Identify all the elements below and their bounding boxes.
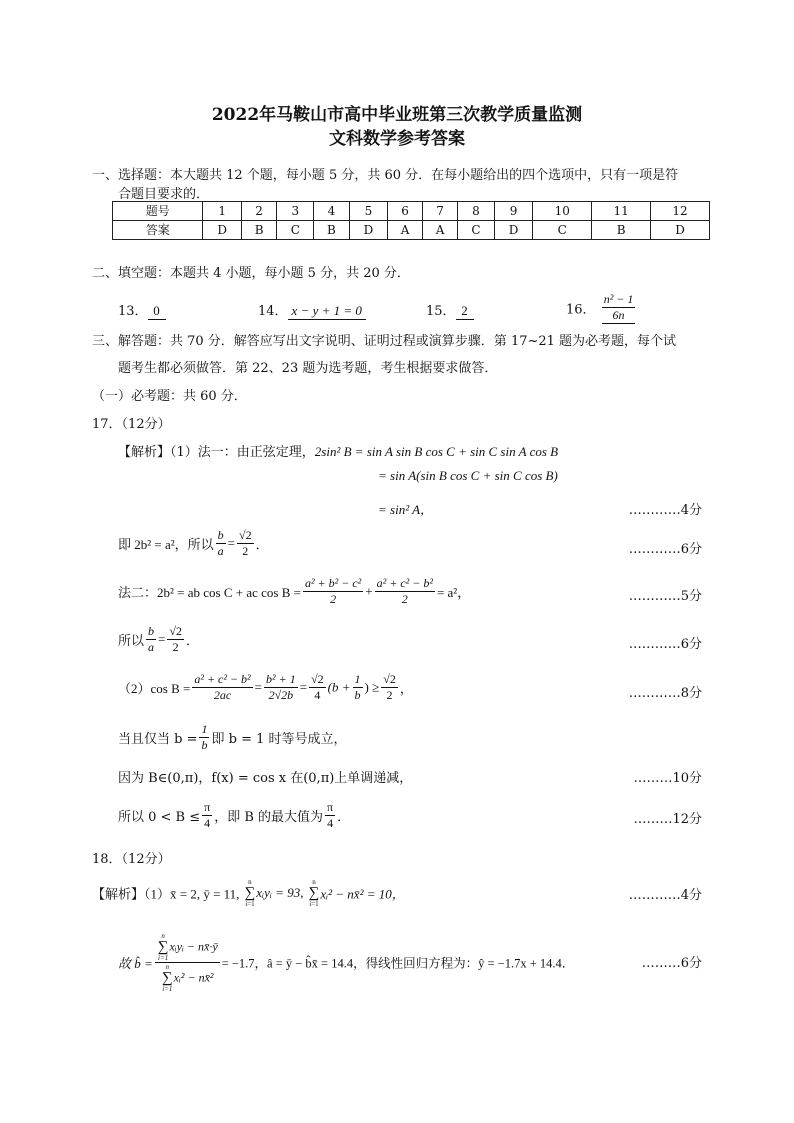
- q17-l10-mid: ，即 B 的最大值为: [214, 810, 324, 825]
- q17-l7-eq1: =: [254, 679, 263, 695]
- section2-heading: 二、填空题：本题共 4 小题，每小题 5 分，共 20 分．: [92, 266, 410, 281]
- q17-l5-f2-den: 2: [401, 592, 408, 606]
- q17-l7-f5-den: 2: [386, 688, 393, 702]
- q17-l7-eq2: =: [299, 679, 308, 695]
- q17-jiexi: 【解析】（1）法一：由正弦定理，: [118, 445, 315, 460]
- sum-top: n: [312, 878, 316, 886]
- q18-l2-pre: 故 b̂ =: [118, 956, 153, 971]
- q17-l10-frac2: [325, 800, 335, 831]
- q17-l8-frac: [199, 722, 209, 753]
- q17-l6-rhs-den: 2: [172, 640, 179, 654]
- q17-l7-f2-num: b² + 1: [266, 672, 296, 686]
- q17-l5-plus: +: [365, 583, 373, 599]
- q17-l6-rhs-num: √2: [169, 624, 182, 638]
- q17-l10-den: 4: [204, 816, 211, 830]
- table-cell: B: [241, 221, 277, 240]
- q17-score-5: …………5分: [628, 589, 702, 604]
- q17-line4: [118, 528, 269, 559]
- q14-answer: x − y + 1 = 0: [288, 303, 366, 320]
- q18-l2-den-wrap: [155, 963, 220, 993]
- sum-symbol: n ∑ i=1: [244, 878, 256, 908]
- table-cell: D: [349, 221, 387, 240]
- q18-line2: [118, 932, 574, 993]
- q17-l4-rhs-den: 2: [242, 544, 249, 558]
- q18-header: 18．（12分）: [92, 852, 171, 867]
- q17-l8-den: b: [201, 738, 208, 752]
- q18-score-6: ………6分: [641, 956, 702, 971]
- q18-l1-pre: 【解析】（1）x̄ = 2, ȳ = 11,: [92, 886, 240, 902]
- q17-l7-ge: ) ≥: [364, 679, 380, 695]
- table-cell: 7: [423, 202, 458, 221]
- section3-sub: （一）必考题：共 60 分．: [92, 389, 247, 404]
- q15: [426, 300, 474, 320]
- q17-l8-pre: 当且仅当 b =: [118, 732, 198, 747]
- q18-l1-s1: xᵢyᵢ = 93,: [256, 885, 304, 900]
- table-cell: 10: [533, 202, 592, 221]
- q17-l7-f5-num: √2: [383, 672, 396, 686]
- q17-line8: [118, 722, 347, 753]
- table-cell: 题号: [113, 202, 203, 221]
- q18-l2-frac: [155, 932, 220, 993]
- q17-l5-post: = a²，: [436, 585, 471, 600]
- table-cell: 5: [349, 202, 387, 221]
- section3-line2: 题考生都必须做答．第 22、23 题为选考题，考生根据要求做答．: [118, 361, 498, 376]
- table-cell: A: [388, 221, 423, 240]
- q17-l6-post: ．: [185, 634, 199, 649]
- q17-l7-f4-num: 1: [354, 672, 361, 686]
- table-cell: D: [494, 221, 532, 240]
- q17-l10-pre: 所以 0 < B ≤: [118, 810, 201, 825]
- q17-l4-rhs: [237, 528, 254, 559]
- q17-l8-num: 1: [201, 722, 208, 736]
- q17-l6-eq: =: [158, 631, 166, 647]
- q16: [566, 292, 637, 324]
- q17-l7-mid: (b +: [327, 679, 351, 695]
- q17-l10-post: ．: [337, 810, 351, 825]
- q17-line5: [118, 576, 470, 607]
- q17-l7-f2-den: 2√2b: [268, 688, 294, 702]
- q17-l6-rhs: [167, 624, 184, 655]
- sum-bottom: i=1: [245, 900, 255, 908]
- table-cell: 9: [494, 202, 532, 221]
- q17-l8-post: 即 b = 1 时等号成立，: [211, 732, 347, 747]
- q17-line10: [118, 800, 350, 831]
- q17-l10-num2: π: [327, 800, 334, 814]
- q17-l5-pre: 法二：2b² = ab cos C + ac cos B =: [118, 585, 301, 600]
- q18-line1: [92, 878, 405, 908]
- q18-score-4: …………4分: [628, 888, 702, 903]
- table-cell: 3: [277, 202, 314, 221]
- q17-l7-frac4: [353, 672, 363, 703]
- q16-den: 6n: [612, 308, 625, 322]
- q17-l6-pre: 所以: [118, 634, 145, 649]
- table-cell: 2: [241, 202, 277, 221]
- q17-l5-frac1: [303, 576, 363, 607]
- sum-symbol: n ∑ i=1: [161, 963, 173, 993]
- answer-table: [112, 201, 710, 240]
- page-subtitle: 文科数学参考答案: [329, 129, 465, 149]
- page-title: 2022年马鞍山市高中毕业班第三次教学质量监测: [211, 105, 583, 125]
- q17-l6-den: a: [148, 640, 155, 654]
- q17-l4-eq: =: [227, 535, 235, 551]
- q17-l4-num: b: [217, 528, 224, 542]
- q17-l4-rhs-num: √2: [239, 528, 252, 542]
- q17-l5-frac2: [375, 576, 435, 607]
- q17-l1-math: 2sin² B = sin A sin B cos C + sin C sin A cos B: [314, 444, 559, 459]
- q17-l10-frac: [202, 800, 212, 831]
- sum-top: n: [165, 963, 170, 971]
- q16-label: 16．: [566, 302, 596, 318]
- table-cell: C: [533, 221, 592, 240]
- q17-line1: [118, 441, 558, 460]
- q17-score-8: …………8分: [628, 686, 702, 701]
- q17-score-10: ………10分: [633, 771, 702, 786]
- table-cell: 答案: [113, 221, 203, 240]
- q13-answer: 0: [148, 303, 166, 320]
- table-cell: 4: [314, 202, 350, 221]
- q17-l7-frac5: [381, 672, 398, 703]
- sum-top: n: [248, 878, 252, 886]
- q18-l2-den: xᵢ² − nx̄²: [173, 970, 214, 985]
- table-cell: 11: [592, 202, 651, 221]
- q13: [118, 300, 166, 320]
- q16-num: n² − 1: [603, 292, 634, 306]
- table-row: [113, 221, 710, 240]
- q18-l2-num-wrap: [155, 932, 220, 963]
- q17-header: 17．（12分）: [92, 417, 171, 432]
- sum-symbol: n ∑ i=1: [308, 878, 320, 908]
- q18-l2-post: = −1.7，â = ȳ − b̂x̄ = 14.4，得线性回归方程为：ŷ = −1.7x + 14.4．: [221, 956, 575, 971]
- table-row: [113, 202, 710, 221]
- q17-line2: = sin A(sin B cos C + sin C cos B): [378, 468, 558, 483]
- q18-l2-num: xᵢyᵢ − nx̄·ȳ: [169, 939, 218, 954]
- q17-score-6b: …………6分: [628, 637, 702, 652]
- sum-bottom: i=1: [158, 954, 169, 962]
- q17-l4-frac: [216, 528, 226, 559]
- q17-l7-f3-den: 4: [314, 688, 321, 702]
- q17-l7-f1-num: a² + c² − b²: [194, 672, 251, 686]
- q15-label: 15．: [426, 304, 456, 319]
- table-cell: D: [651, 221, 710, 240]
- q17-l10-num: π: [204, 800, 211, 814]
- q17-l7-frac1: [192, 672, 252, 703]
- table-cell: 1: [203, 202, 241, 221]
- q17-l7-f3-num: √2: [311, 672, 324, 686]
- q17-line6: [118, 624, 199, 655]
- sum-top: n: [161, 932, 165, 940]
- table-cell: C: [277, 221, 314, 240]
- q17-score-4: …………4分: [628, 503, 702, 518]
- q17-l7-pre: （2）cos B =: [118, 681, 191, 696]
- q17-l4-den: a: [217, 544, 224, 558]
- table-cell: B: [314, 221, 350, 240]
- sum-bottom: i=1: [309, 900, 319, 908]
- q13-label: 13．: [118, 304, 148, 319]
- q17-l7-f1-den: 2ac: [213, 688, 232, 702]
- q17-line9: 因为 B∈(0,π)，f(x) = cos x 在(0,π)上单调递减，: [118, 771, 413, 786]
- q17-score-12: ………12分: [633, 812, 702, 827]
- q17-l7-post: ，: [399, 682, 413, 697]
- q17-l5-f1-den: 2: [330, 592, 337, 606]
- q14-label: 14．: [258, 304, 288, 319]
- q16-fraction: [602, 292, 636, 324]
- q17-l4-pre: 即 2b² = a²，所以: [118, 537, 214, 552]
- table-cell: 8: [458, 202, 495, 221]
- q17-l6-frac: [146, 624, 156, 655]
- q17-l5-f1-num: a² + b² − c²: [304, 576, 362, 590]
- table-cell: 12: [651, 202, 710, 221]
- q17-l5-f2-num: a² + c² − b²: [376, 576, 433, 590]
- table-cell: B: [592, 221, 651, 240]
- table-cell: D: [203, 221, 241, 240]
- section3-line1: 三、解答题：共 70 分．解答应写出文字说明、证明过程或演算步骤．第 17~21 题为必考题，每个试: [92, 334, 677, 349]
- sum-symbol: n ∑ i=1: [157, 932, 169, 962]
- q17-line3: = sin² A，: [378, 502, 434, 517]
- q17-l4-post: ．: [255, 538, 269, 553]
- sum-bottom: i=1: [162, 985, 173, 993]
- q17-l7-frac2: [264, 672, 298, 703]
- q17-line7: [118, 672, 413, 703]
- q17-score-6: …………6分: [628, 542, 702, 557]
- q17-l7-f4-den: b: [354, 688, 361, 702]
- section1-line2: 合题目要求的．: [118, 187, 210, 202]
- table-cell: A: [423, 221, 458, 240]
- q14: [258, 300, 366, 320]
- q17-l6-num: b: [148, 624, 155, 638]
- q17-l10-den2: 4: [327, 816, 334, 830]
- table-cell: 6: [388, 202, 423, 221]
- q17-l7-frac3: [309, 672, 326, 703]
- table-cell: C: [458, 221, 495, 240]
- q18-l1-s2: xᵢ² − nx̄² = 10，: [320, 886, 405, 902]
- q15-answer: 2: [456, 303, 474, 320]
- section1-line1: 一、选择题：本大题共 12 个题，每小题 5 分，共 60 分．在每小题给出的四个选项中，只有一项是符: [92, 168, 679, 183]
